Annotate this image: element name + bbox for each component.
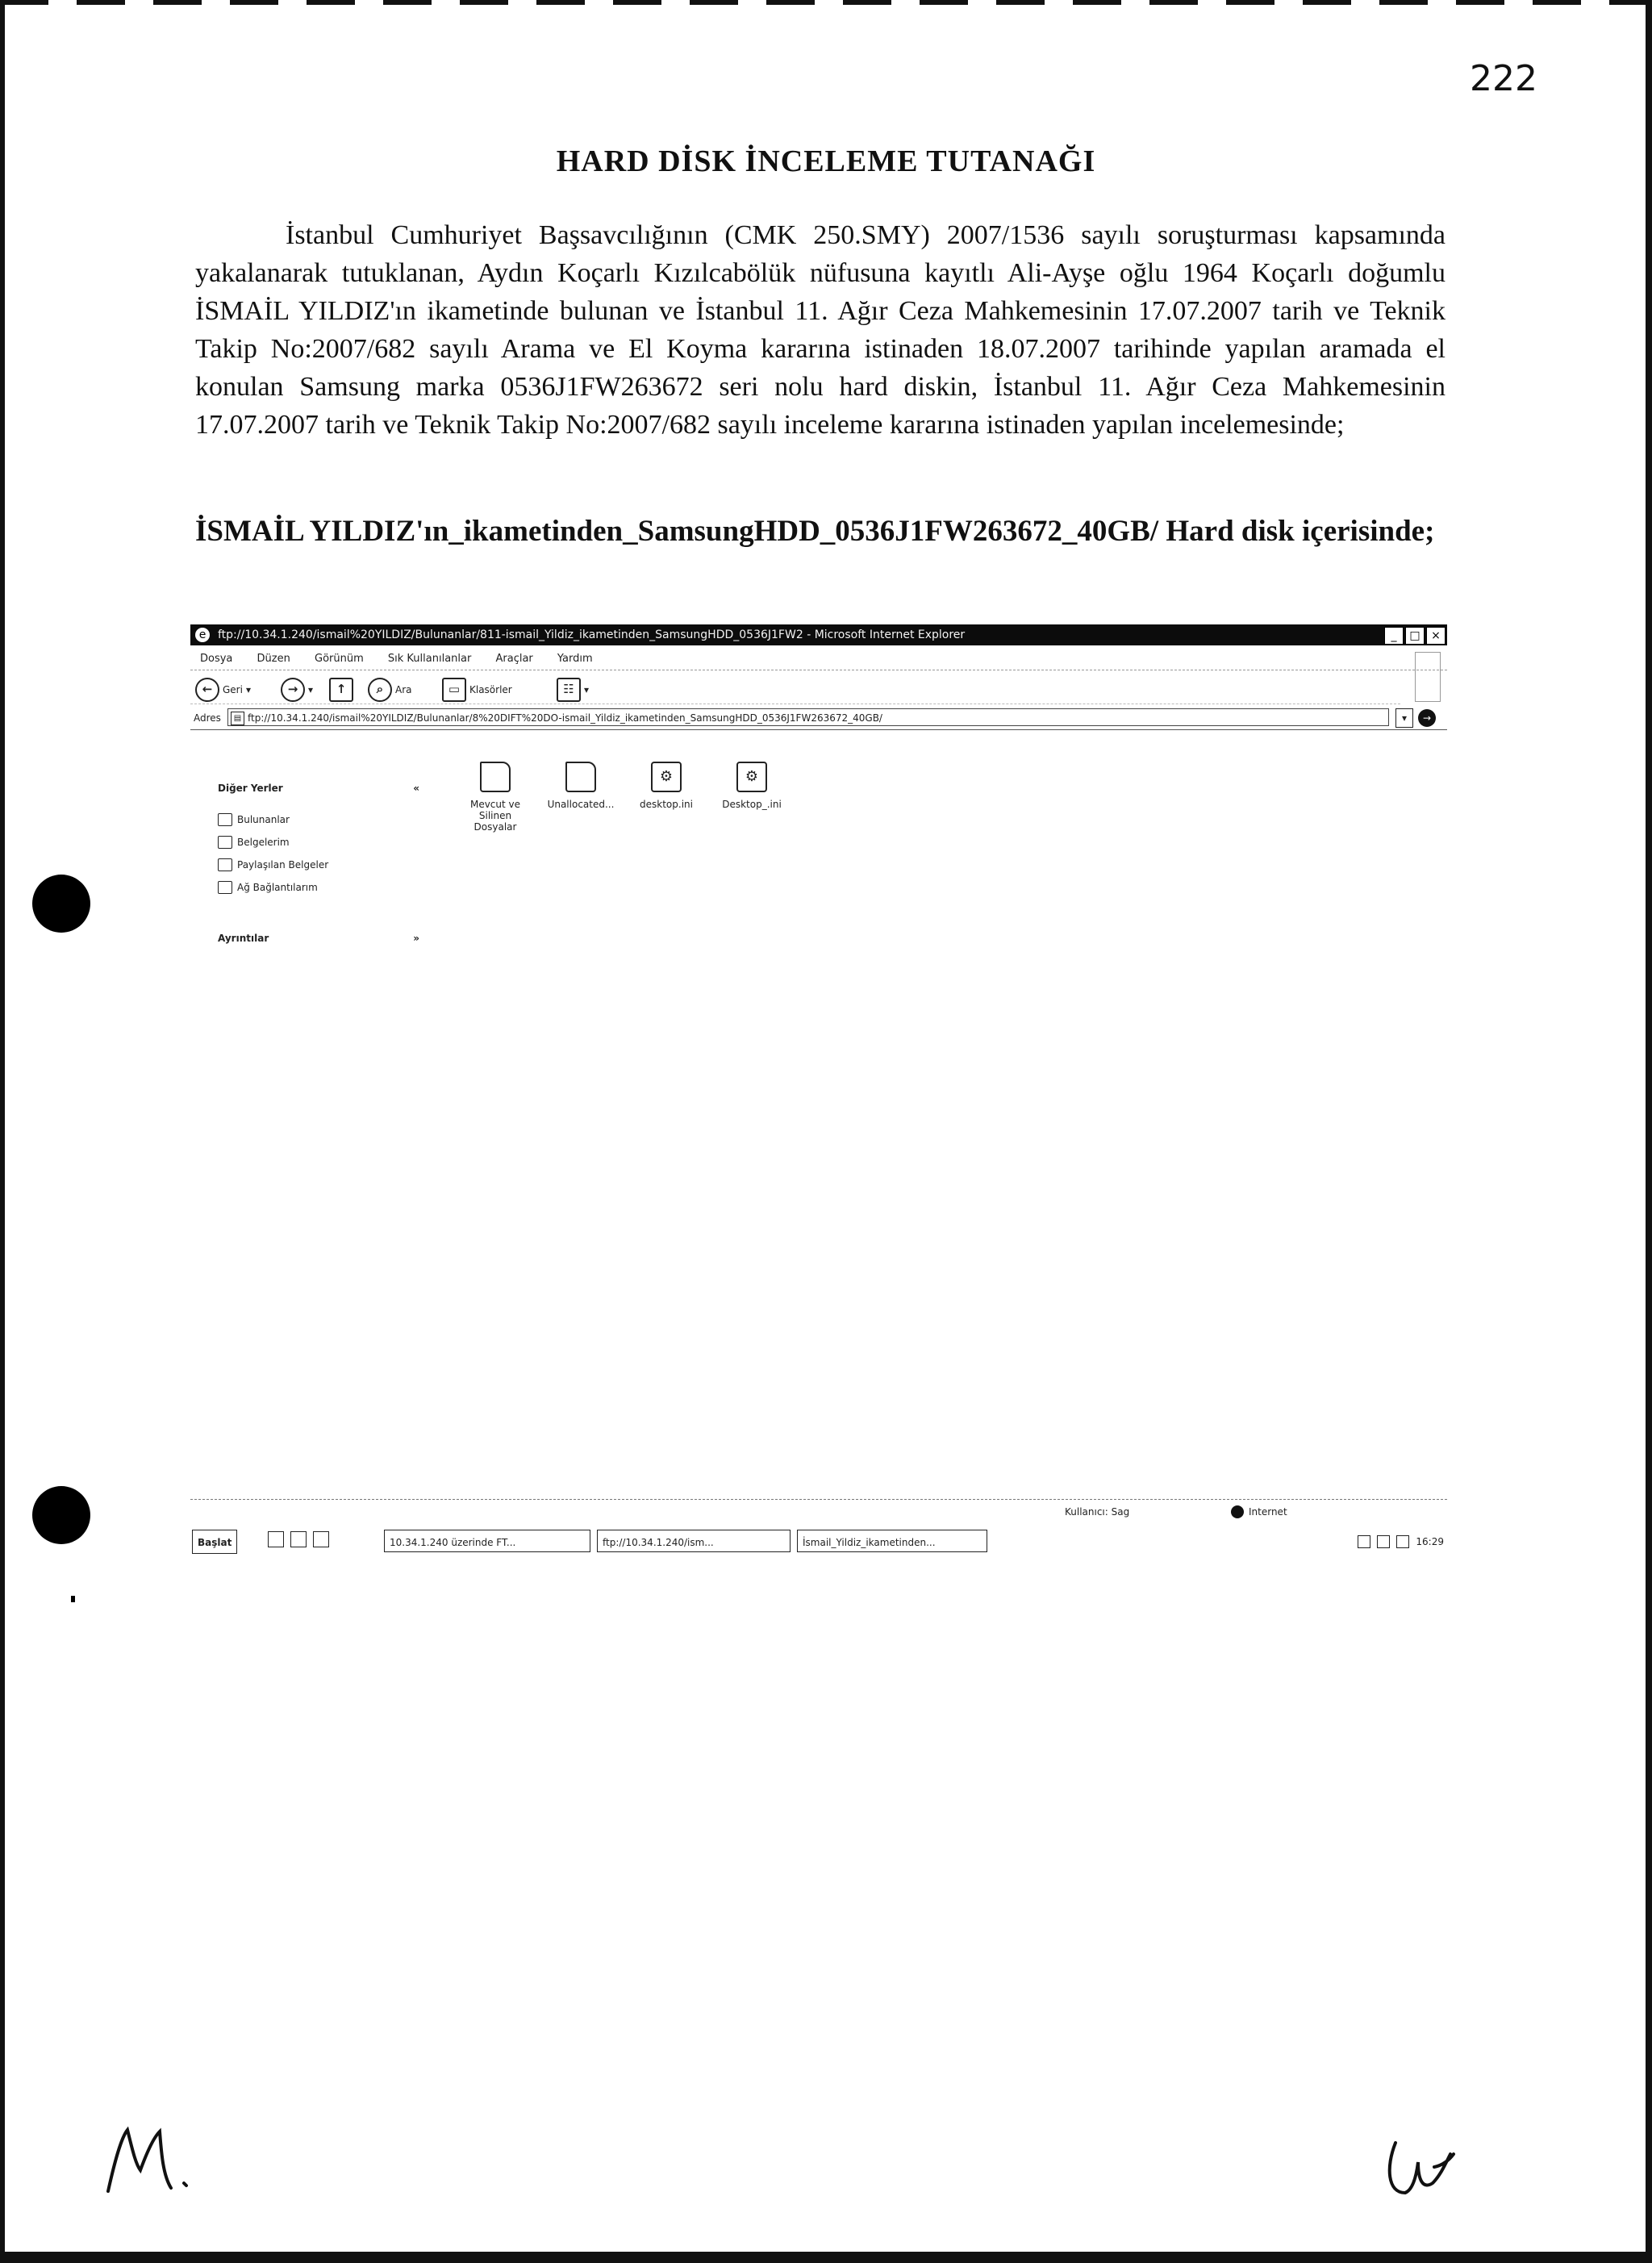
toolbar <box>190 673 1400 704</box>
globe-icon <box>1231 1505 1244 1518</box>
taskbar-item[interactable]: ftp://10.34.1.240/ism... <box>597 1530 791 1552</box>
folder-icon <box>565 762 596 792</box>
other-places-header[interactable] <box>218 783 419 794</box>
address-bar <box>190 707 1447 730</box>
file-item[interactable] <box>628 762 705 833</box>
ie-logo-icon: e <box>195 628 210 642</box>
body-text <box>195 216 1446 444</box>
address-dropdown-button[interactable]: ▾ <box>1395 708 1413 728</box>
menu-bar <box>190 649 1447 670</box>
disk-subtitle: İSMAİL YILDIZ'ın_ikametinden_SamsungHDD_0536J1FW263672_40GB/ Hard disk içerisinde; <box>195 515 1435 548</box>
views-button[interactable] <box>557 678 589 702</box>
folder-icon <box>218 858 232 871</box>
folders-button[interactable] <box>442 678 512 702</box>
views-icon: ☷ <box>557 678 581 702</box>
signature-right <box>1376 2119 1481 2207</box>
punch-hole <box>32 875 90 933</box>
status-user: Kullanıcı: Sag <box>1065 1506 1130 1518</box>
file-name: Mevcut ve Silinen Dosyalar <box>469 799 521 833</box>
network-icon <box>218 881 232 894</box>
search-icon: ⌕ <box>368 678 392 702</box>
scan-border-right <box>1646 0 1652 2263</box>
clock: 16:29 <box>1416 1536 1444 1547</box>
folder-icon <box>218 836 232 849</box>
window-title: ftp://10.34.1.240/ismail%20YILDIZ/Bulunanlar/811-ismail_Yildiz_ikametinden_SamsungHDD_0536J1FW2 - Microsoft Internet Explorer <box>218 628 966 641</box>
punch-hole <box>32 1486 90 1544</box>
file-list <box>457 762 791 833</box>
status-bar <box>190 1499 1447 1524</box>
file-item[interactable] <box>713 762 791 833</box>
forward-arrow-icon: → <box>281 678 305 702</box>
signature-left <box>103 2114 208 2202</box>
zone-label: Internet <box>1249 1506 1287 1518</box>
security-tray-icon[interactable] <box>1396 1535 1409 1548</box>
scan-speck <box>71 1596 75 1602</box>
link-network-places[interactable] <box>218 879 428 896</box>
page-number: 222 <box>1470 58 1537 99</box>
back-arrow-icon: ← <box>195 678 219 702</box>
folders-icon: ▭ <box>442 678 466 702</box>
address-url: ftp://10.34.1.240/ismail%20YILDIZ/Bulunanlar/8%20DIFT%20DO-ismail_Yildiz_ikametinden_SamsungHDD_0536J1FW263672_40GB/ <box>248 712 882 724</box>
search-button[interactable] <box>368 678 412 702</box>
folder-icon <box>218 813 232 826</box>
link-label: Belgelerim <box>237 837 290 848</box>
close-button[interactable]: × <box>1426 627 1446 645</box>
other-places-label: Diğer Yerler <box>218 783 283 794</box>
window-controls <box>1384 627 1446 645</box>
address-actions <box>1395 708 1436 728</box>
taskbar-item[interactable]: 10.34.1.240 üzerinde FT... <box>384 1530 590 1552</box>
forward-button[interactable] <box>281 678 313 702</box>
menu-file[interactable]: Dosya <box>200 653 233 665</box>
file-icon: ⚙ <box>651 762 682 792</box>
status-zone <box>1231 1500 1287 1524</box>
link-label: Ağ Bağlantılarım <box>237 882 318 893</box>
search-label: Ara <box>395 684 412 695</box>
link-found-items[interactable] <box>218 812 428 828</box>
maximize-button[interactable]: □ <box>1405 627 1425 645</box>
task-pane <box>218 783 428 944</box>
folder-icon <box>480 762 511 792</box>
up-folder-icon: ↑ <box>329 678 353 702</box>
dropdown-icon: ▾ <box>245 684 251 695</box>
ftp-folder-icon: ▤ <box>231 712 244 725</box>
collapse-chevron-icon: « <box>413 783 419 794</box>
document-title: HARD DİSK İNCELEME TUTANAĞI <box>556 144 1096 178</box>
file-item[interactable] <box>457 762 534 833</box>
menu-edit[interactable]: Düzen <box>257 653 290 665</box>
taskbar-item[interactable]: İsmail_Yildiz_ikametinden... <box>797 1530 987 1552</box>
folders-label: Klasörler <box>469 684 512 695</box>
menu-favorites[interactable]: Sık Kullanılanlar <box>387 653 472 665</box>
dropdown-icon: ▾ <box>308 684 314 695</box>
address-field[interactable] <box>227 708 1389 726</box>
system-tray <box>1358 1530 1444 1554</box>
up-button[interactable] <box>329 678 353 702</box>
scan-border-top <box>0 0 1652 5</box>
body-paragraph: İstanbul Cumhuriyet Başsavcılığının (CMK 250.SMY) 2007/1536 sayılı soruşturması kapsamında yakalanarak tutuklanan, Aydın Koçarlı Kızılcabölük nüfusuna kayıtlı Ali-Ayşe oğlu 1964 Koçarlı doğumlu İSMAİL YILDIZ'ın ikametinde bulunan ve İstanbul 11. Ağır Ceza Mahkemesinin 17.07.2007 tarih ve Teknik Takip No:2007/682 sayılı Arama ve El Koyma kararına istinaden 18.07.2007 tarihinde yapılan aramada el konulan Samsung marka 0536J1FW263672 seri nolu hard diskin, İstanbul 11. Ağır Ceza Mahkemesinin 17.07.2007 tarih ve Teknik Takip No:2007/682 sayılı inceleme kararına istinaden yapılan incelemesinde; <box>195 220 1446 440</box>
scan-border-bottom <box>0 2252 1652 2263</box>
details-label: Ayrıntılar <box>218 933 269 944</box>
file-name: Unallocated... <box>547 799 615 810</box>
file-icon: ⚙ <box>736 762 767 792</box>
show-desktop-icon[interactable] <box>268 1531 284 1547</box>
link-label: Paylaşılan Belgeler <box>237 859 329 871</box>
taskbar <box>190 1528 1447 1555</box>
back-label: Geri <box>223 684 243 695</box>
quick-launch <box>268 1531 329 1547</box>
network-tray-icon[interactable] <box>1358 1535 1370 1548</box>
volume-tray-icon[interactable] <box>1377 1535 1390 1548</box>
go-icon[interactable]: → <box>1418 709 1436 727</box>
link-shared-documents[interactable] <box>218 857 428 873</box>
file-name: desktop.ini <box>640 799 693 810</box>
start-button[interactable]: Başlat <box>192 1530 237 1554</box>
link-label: Bulunanlar <box>237 814 290 825</box>
menu-tools[interactable]: Araçlar <box>495 653 533 665</box>
media-player-icon[interactable] <box>313 1531 329 1547</box>
minimize-button[interactable]: _ <box>1384 627 1404 645</box>
menu-help[interactable]: Yardım <box>557 653 593 665</box>
details-header[interactable] <box>218 933 419 944</box>
file-name: Desktop_.ini <box>722 799 782 810</box>
dropdown-icon: ▾ <box>584 684 590 695</box>
windows-logo-icon <box>1415 652 1441 702</box>
scan-border-left <box>0 0 5 2263</box>
menu-view[interactable]: Görünüm <box>315 653 364 665</box>
outlook-icon[interactable] <box>290 1531 307 1547</box>
browser-screenshot <box>190 624 1447 1568</box>
file-item[interactable] <box>542 762 620 833</box>
expand-chevron-icon: » <box>413 933 419 944</box>
ie-title-bar <box>190 624 1447 645</box>
back-button[interactable] <box>195 678 251 702</box>
address-label: Adres <box>194 712 221 724</box>
link-my-documents[interactable] <box>218 834 428 850</box>
